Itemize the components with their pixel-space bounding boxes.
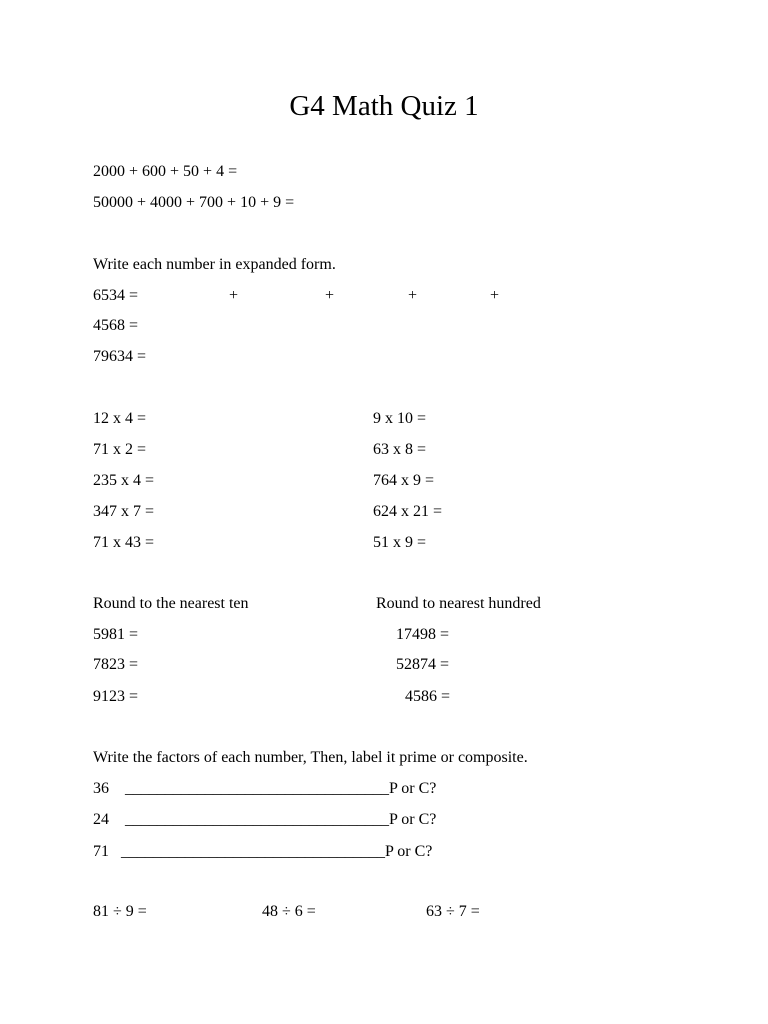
round-hundred-row-2: 52874 = bbox=[396, 656, 450, 673]
multiplication-left-2: 71 x 2 = bbox=[93, 441, 147, 458]
factors-row-36: 36 _________________________________P or C? bbox=[93, 780, 437, 797]
division-problem-2: 48 ÷ 6 = bbox=[262, 903, 316, 920]
expanded-form-instruction: Write each number in expanded form. bbox=[93, 256, 336, 273]
round-hundred-row-1: 17498 = bbox=[396, 626, 450, 643]
multiplication-left-5: 71 x 43 = bbox=[93, 534, 155, 551]
plus-sign-4: + bbox=[490, 287, 500, 304]
plus-sign-3: + bbox=[408, 287, 418, 304]
round-hundred-header: Round to nearest hundred bbox=[376, 595, 541, 612]
expanded-form-row-2: 4568 = bbox=[93, 317, 139, 334]
addition-problem-1: 2000 + 600 + 50 + 4 = bbox=[93, 163, 238, 180]
multiplication-left-1: 12 x 4 = bbox=[93, 410, 147, 427]
expanded-form-row-3: 79634 = bbox=[93, 348, 147, 365]
plus-sign-1: + bbox=[229, 287, 239, 304]
quiz-title: G4 Math Quiz 1 bbox=[289, 90, 479, 122]
expanded-form-row-1: 6534 = bbox=[93, 287, 139, 304]
round-ten-header: Round to the nearest ten bbox=[93, 595, 249, 612]
round-ten-row-3: 9123 = bbox=[93, 688, 139, 705]
round-ten-row-2: 7823 = bbox=[93, 656, 139, 673]
round-ten-row-1: 5981 = bbox=[93, 626, 139, 643]
division-problem-1: 81 ÷ 9 = bbox=[93, 903, 147, 920]
multiplication-left-4: 347 x 7 = bbox=[93, 503, 155, 520]
multiplication-right-5: 51 x 9 = bbox=[373, 534, 427, 551]
factors-instruction: Write the factors of each number, Then, label it prime or composite. bbox=[93, 749, 528, 766]
multiplication-right-1: 9 x 10 = bbox=[373, 410, 427, 427]
multiplication-right-2: 63 x 8 = bbox=[373, 441, 427, 458]
division-problem-3: 63 ÷ 7 = bbox=[426, 903, 480, 920]
multiplication-right-3: 764 x 9 = bbox=[373, 472, 435, 489]
addition-problem-2: 50000 + 4000 + 700 + 10 + 9 = bbox=[93, 194, 295, 211]
multiplication-left-3: 235 x 4 = bbox=[93, 472, 155, 489]
plus-sign-2: + bbox=[325, 287, 335, 304]
multiplication-right-4: 624 x 21 = bbox=[373, 503, 443, 520]
round-hundred-row-3: 4586 = bbox=[405, 688, 451, 705]
factors-row-24: 24 _________________________________P or C? bbox=[93, 811, 437, 828]
factors-row-71: 71 _________________________________P or C? bbox=[93, 843, 433, 860]
